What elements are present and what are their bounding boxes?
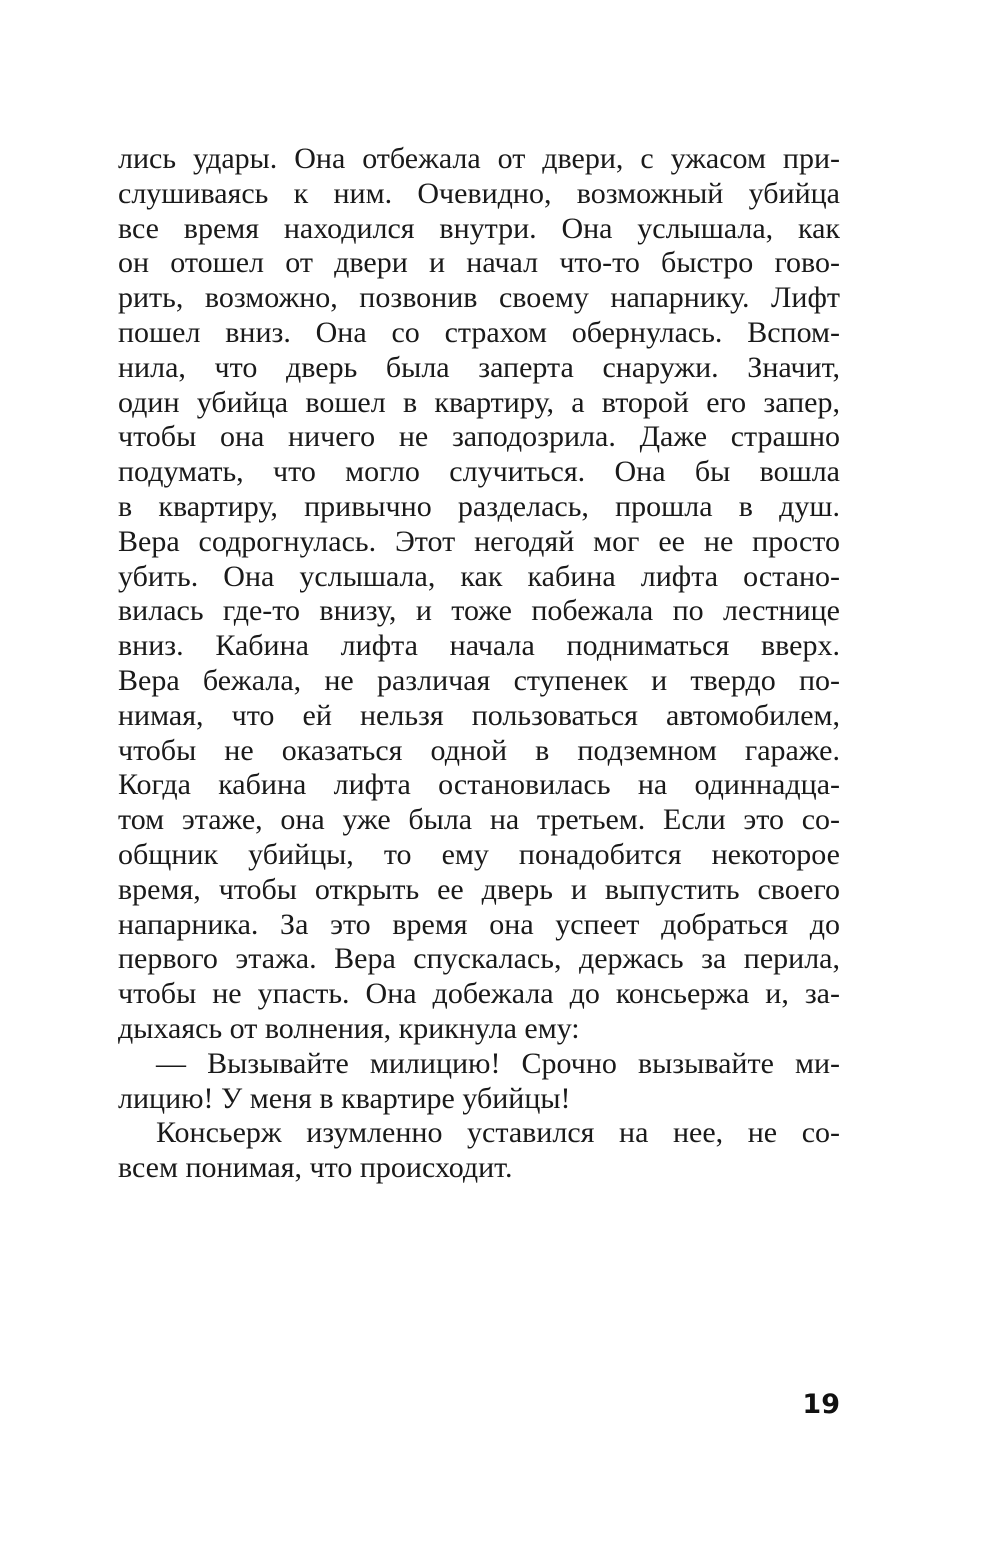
text-line: он отошел от двери и начал что-то быстро гово- (118, 246, 840, 280)
text-line: лись удары. Она отбежала от двери, с ужасом при- (118, 142, 840, 175)
text-line: общник убийцы, то ему понадобится некоторое (118, 837, 840, 871)
text-line: первого этажа. Вера спускалась, держась за перила, (118, 942, 840, 976)
body-text (118, 142, 840, 1186)
text-line: пошел вниз. Она со страхом обернулась. Вспом- (118, 315, 840, 349)
dialogue-line: лицию! У меня в квартире убийцы! (118, 1081, 571, 1115)
dialogue-line: — Вызывайте милицию! Срочно вызывайте ми- (156, 1046, 840, 1080)
text-line: рить, возможно, позвонив своему напарнику. Лифт (118, 281, 840, 315)
text-line: напарника. За это время она успеет добраться до (118, 907, 840, 941)
text-line: всем понимая, что происходит. (118, 1151, 513, 1185)
text-line: нимая, что ей нельзя пользоваться автомобилем, (118, 698, 840, 732)
text-line: один убийца вошел в квартиру, а второй его запер, (118, 385, 840, 419)
text-line: вниз. Кабина лифта начала подниматься вверх. (118, 629, 840, 663)
text-line: дыхаясь от волнения, крикнула ему: (118, 1011, 580, 1045)
text-line: вилась где-то внизу, и тоже побежала по лестнице (118, 594, 840, 628)
text-line: чтобы не упасть. Она добежала до консьержа и, за- (118, 977, 840, 1011)
text-line: Когда кабина лифта остановилась на одиннадца- (118, 768, 840, 802)
text-line: в квартиру, привычно разделась, прошла в душ. (118, 489, 840, 523)
text-line: чтобы не оказаться одной в подземном гараже. (118, 733, 840, 767)
text-line: том этаже, она уже была на третьем. Если это со- (118, 803, 840, 837)
text-line: убить. Она услышала, как кабина лифта остано- (118, 559, 840, 593)
text-line: Консьерж изумленно уставился на нее, не со- (156, 1116, 840, 1150)
page-number: 19 (802, 1389, 840, 1420)
text-line: все время находился внутри. Она услышала, как (118, 211, 840, 245)
text-line: Вера бежала, не различая ступенек и твердо по- (118, 663, 840, 697)
text-line: Вера содрогнулась. Этот негодяй мог ее не просто (118, 524, 840, 558)
text-line: подумать, что могло случиться. Она бы вошла (118, 455, 840, 489)
text-line: слушиваясь к ним. Очевидно, возможный убийца (118, 176, 840, 210)
text-line: чтобы она ничего не заподозрила. Даже страшно (118, 420, 840, 454)
text-line: нила, что дверь была заперта снаружи. Значит, (118, 350, 840, 384)
text-line: время, чтобы открыть ее дверь и выпустить своего (118, 872, 840, 906)
